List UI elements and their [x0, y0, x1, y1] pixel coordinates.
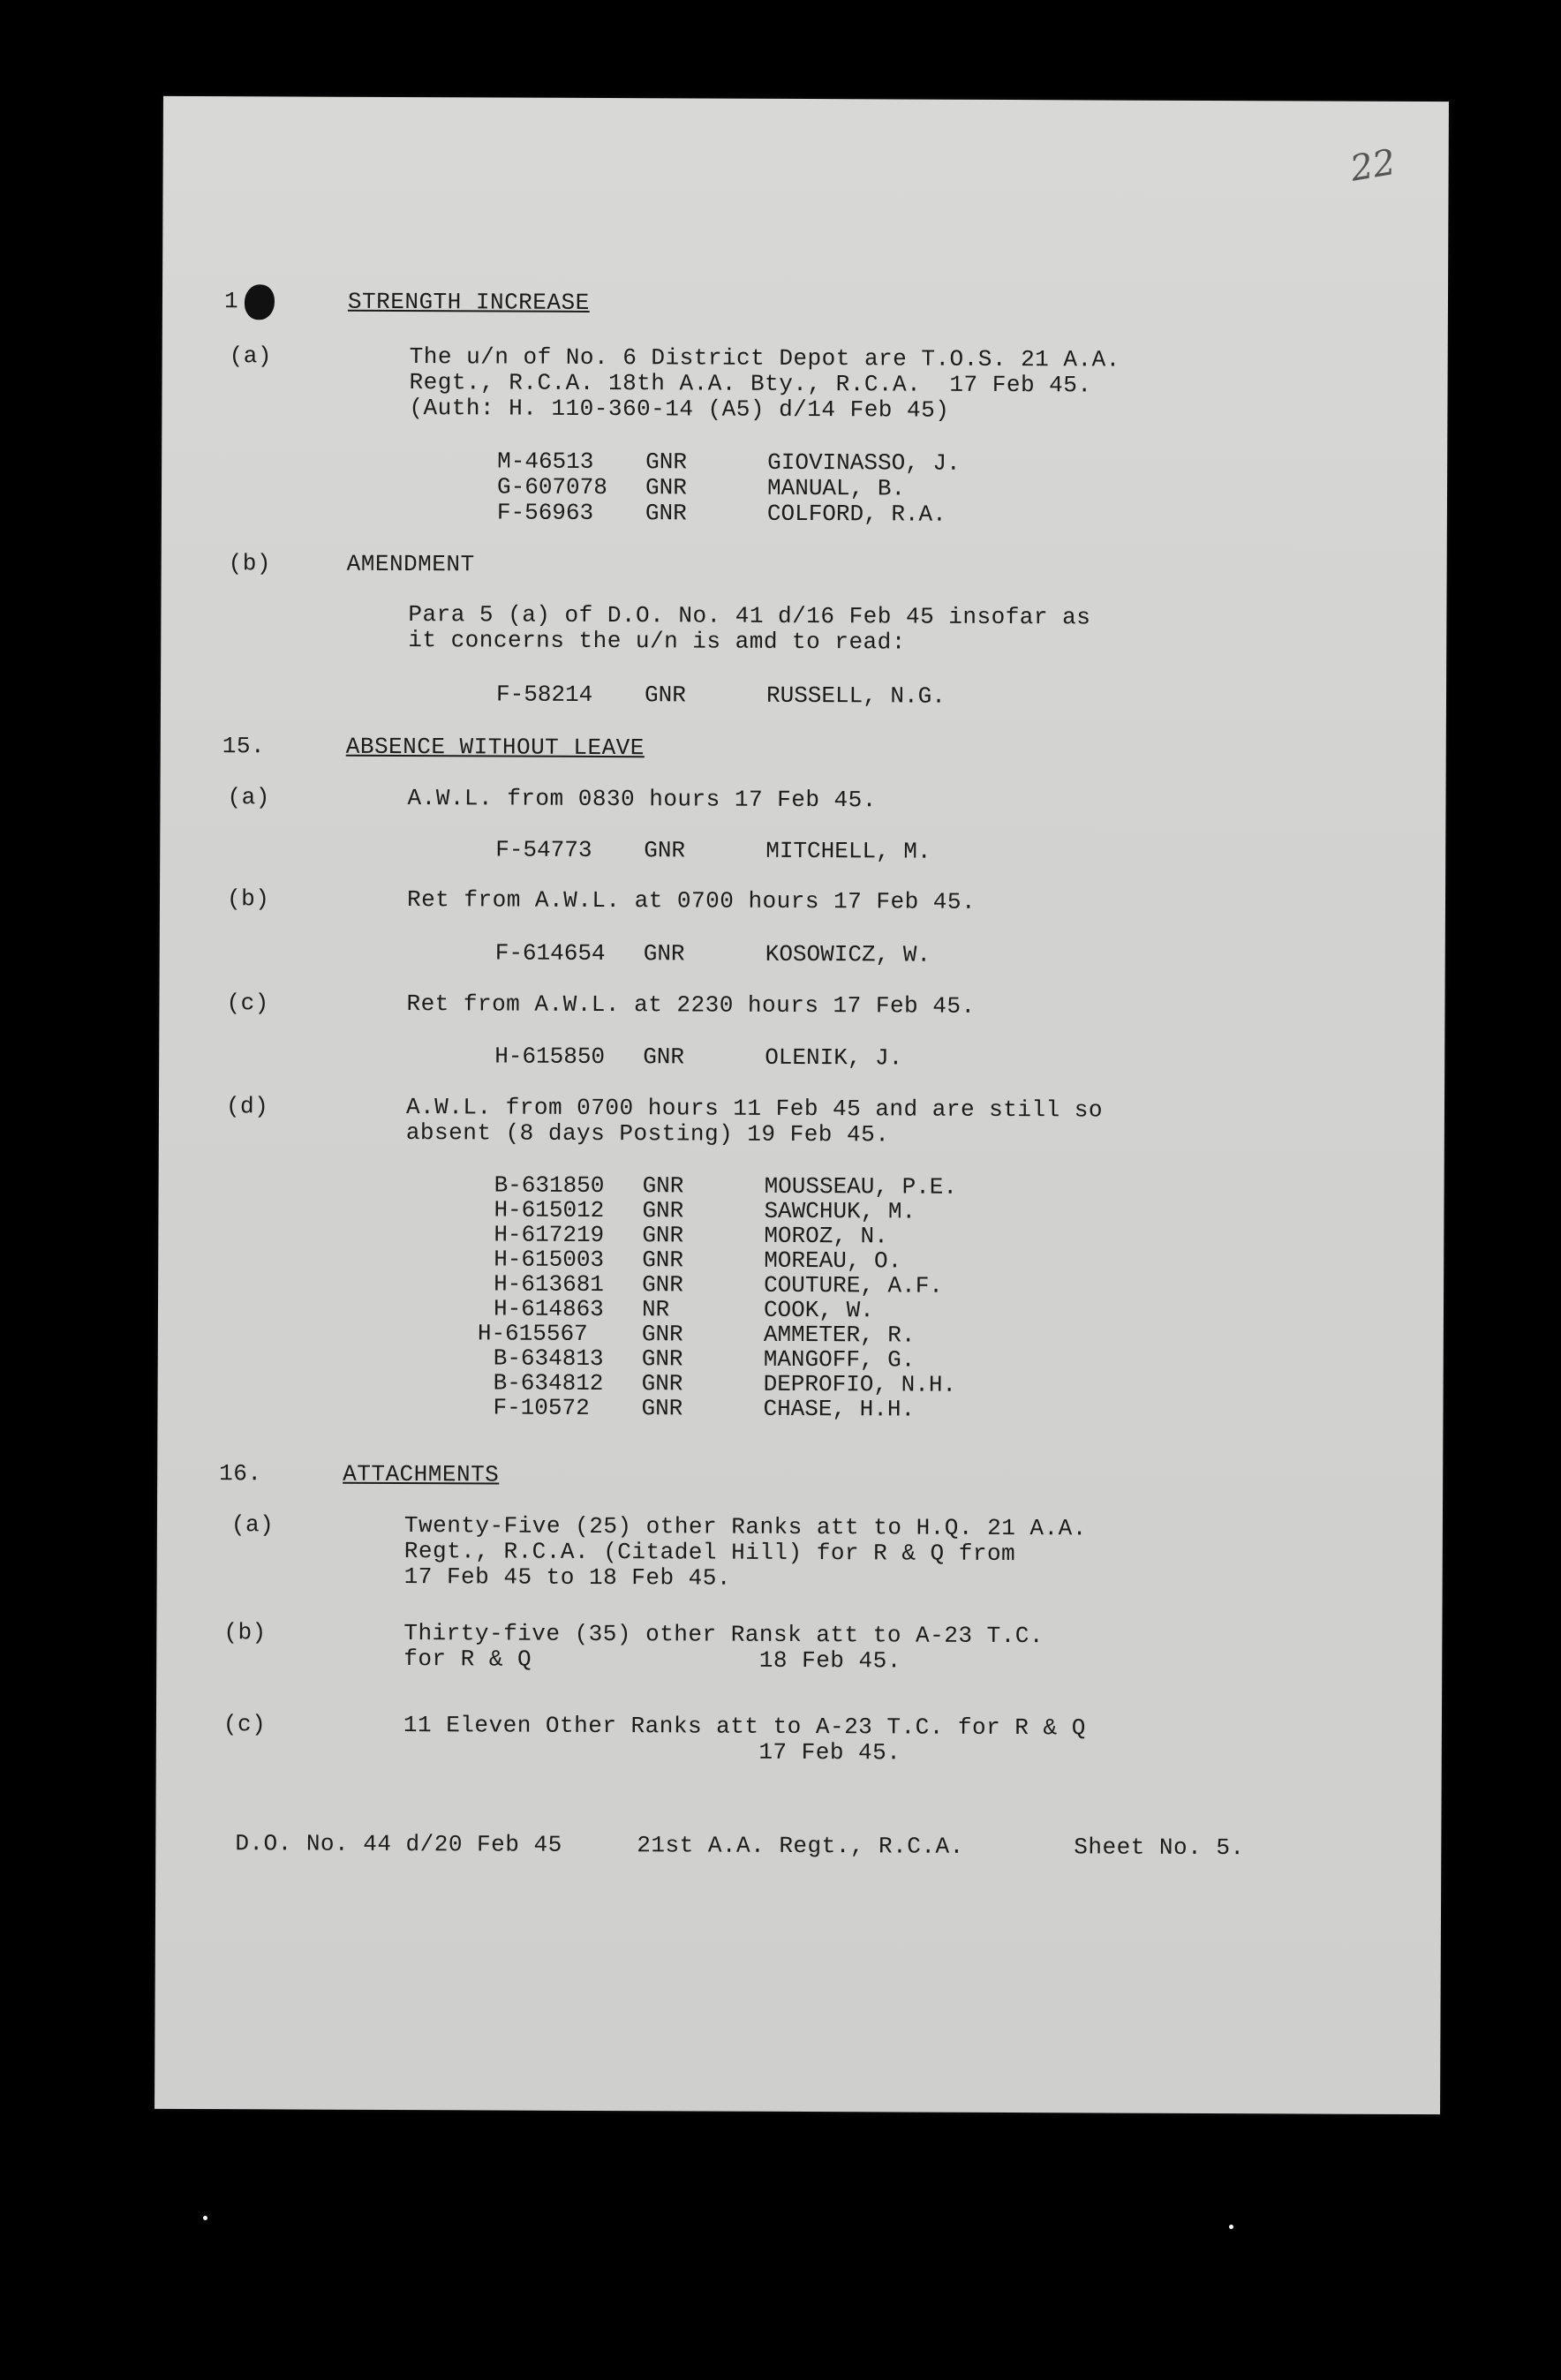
rank: GNR [643, 1043, 685, 1071]
rank: GNR [641, 1345, 683, 1373]
soldier-name: COLFORD, R.A. [766, 500, 946, 528]
service-number: G-607078 [496, 473, 607, 501]
paragraph-line: Regt., R.C.A. 18th A.A. Bty., R.C.A. 17 Feb 45. [409, 369, 1092, 399]
subsection-label: (a) [227, 784, 270, 811]
subsection-label: (a) [230, 1511, 275, 1539]
rank: GNR [642, 1197, 684, 1224]
rank: GNR [644, 837, 686, 864]
section-number: 16. [219, 1460, 262, 1488]
soldier-name: COOK, W. [763, 1296, 874, 1324]
paragraph-line: A.W.L. from 0700 hours 11 Feb 45 and are still so [405, 1094, 1104, 1124]
soldier-name: MOUSSEAU, P.E. [764, 1172, 958, 1201]
soldier-name: CHASE, H.H. [763, 1395, 916, 1423]
service-number: F-54773 [495, 836, 592, 863]
rank: NR [641, 1296, 670, 1323]
subsection-label: (b) [228, 550, 272, 577]
rank: GNR [642, 1271, 683, 1299]
paragraph-line: it concerns the u/n is amd to read: [408, 627, 906, 656]
section-number: 1 [223, 288, 239, 315]
soldier-name: KOSOWICZ, W. [765, 940, 931, 968]
rank: GNR [643, 940, 685, 968]
service-number: B-631850 [494, 1171, 605, 1200]
paragraph-line: Ret from A.W.L. at 0700 hours 17 Feb 45. [406, 886, 977, 915]
soldier-name: AMMETER, R. [763, 1321, 916, 1349]
subsection-label: (c) [226, 990, 269, 1017]
paragraph-line: (Auth: H. 110-360-14 (A5) d/14 Feb 45) [409, 395, 950, 424]
section-title: STRENGTH INCREASE [347, 288, 590, 316]
document-page [155, 96, 1449, 2114]
section-number: 15. [222, 733, 266, 760]
soldier-name: MITCHELL, M. [765, 837, 931, 865]
paragraph-line: 17 Feb 45 to 18 Feb 45. [403, 1563, 732, 1592]
service-number: B-634812 [493, 1369, 604, 1397]
service-number: M-46513 [497, 448, 594, 475]
service-number: B-634813 [493, 1344, 604, 1373]
rank: GNR [642, 1172, 684, 1200]
soldier-name: SAWCHUK, M. [764, 1197, 916, 1225]
soldier-name: OLENIK, J. [765, 1043, 903, 1072]
service-number: H-617219 [494, 1221, 605, 1249]
subsection-label: (b) [226, 885, 270, 913]
service-number: H-614863 [493, 1295, 604, 1323]
service-number: H-615850 [494, 1043, 606, 1071]
rank: GNR [645, 500, 687, 527]
ink-blot [245, 284, 275, 320]
service-number: H-615012 [494, 1196, 605, 1224]
film-speck [203, 2216, 207, 2220]
rank: GNR [644, 682, 686, 709]
soldier-name: MOREAU, O. [764, 1246, 902, 1275]
paragraph-line: absent (8 days Posting) 19 Feb 45. [405, 1119, 890, 1149]
subsection-label: (a) [229, 343, 273, 370]
service-number: F-10572 [493, 1394, 590, 1421]
paragraph-line: Regt., R.C.A. (Citadel Hill) for R & Q from [403, 1538, 1016, 1568]
rank: GNR [641, 1321, 683, 1348]
subsection-label: (b) [223, 1619, 267, 1646]
paragraph-line: Para 5 (a) of D.O. No. 41 d/16 Feb 45 insofar as [408, 601, 1091, 631]
footer-unit: 21st A.A. Regt., R.C.A. [637, 1832, 964, 1860]
soldier-name: GIOVINASSO, J. [767, 448, 961, 477]
rank: GNR [641, 1395, 683, 1422]
page-number: 22 [1347, 141, 1399, 190]
service-number: H-615003 [494, 1246, 605, 1274]
paragraph-line: A.W.L. from 0830 hours 17 Feb 45. [407, 785, 877, 814]
service-number: H-613681 [494, 1270, 605, 1299]
film-speck [1229, 2225, 1233, 2229]
paragraph-line: Ret from A.W.L. at 2230 hours 17 Feb 45. [406, 990, 976, 1020]
subsection-label: (d) [225, 1093, 269, 1120]
soldier-name: MANUAL, B. [766, 474, 906, 502]
paragraph-line: Thirty-five (35) other Ransk att to A-23 T.C. [403, 1620, 1044, 1650]
paragraph-line: for R & Q 18 Feb 45. [403, 1646, 901, 1675]
rank: GNR [642, 1246, 684, 1274]
rank: GNR [642, 1222, 684, 1249]
soldier-name: MOROZ, N. [764, 1222, 888, 1250]
soldier-name: COUTURE, A.F. [764, 1271, 944, 1299]
section-title: ATTACHMENTS [343, 1460, 500, 1488]
rank: GNR [645, 448, 688, 476]
paragraph-line: Twenty-Five (25) other Ranks att to H.Q. 21 A.A. [403, 1512, 1087, 1542]
rank: GNR [645, 474, 687, 501]
service-number: H-615567 [477, 1320, 588, 1347]
subsection-title: AMENDMENT [346, 550, 475, 578]
soldier-name: MANGOFF, G. [763, 1345, 916, 1374]
soldier-name: DEPROFIO, N.H. [763, 1370, 957, 1398]
service-number: F-614654 [494, 939, 606, 968]
soldier-name: RUSSELL, N.G. [765, 682, 946, 710]
section-title: ABSENCE WITHOUT LEAVE [345, 733, 645, 762]
service-number: F-56963 [496, 499, 594, 526]
service-number: F-58214 [495, 681, 593, 708]
paragraph-line: 11 Eleven Other Ranks att to A-23 T.C. for R & Q [403, 1712, 1086, 1742]
paragraph-line: The u/n of No. 6 District Depot are T.O.S. 21 A.A. [409, 343, 1120, 373]
footer-order: D.O. No. 44 d/20 Feb 45 [235, 1830, 562, 1858]
paragraph-line: 17 Feb 45. [403, 1737, 901, 1766]
footer-sheet: Sheet No. 5. [1074, 1834, 1245, 1862]
rank: GNR [641, 1370, 683, 1397]
subsection-label: (c) [222, 1711, 267, 1738]
